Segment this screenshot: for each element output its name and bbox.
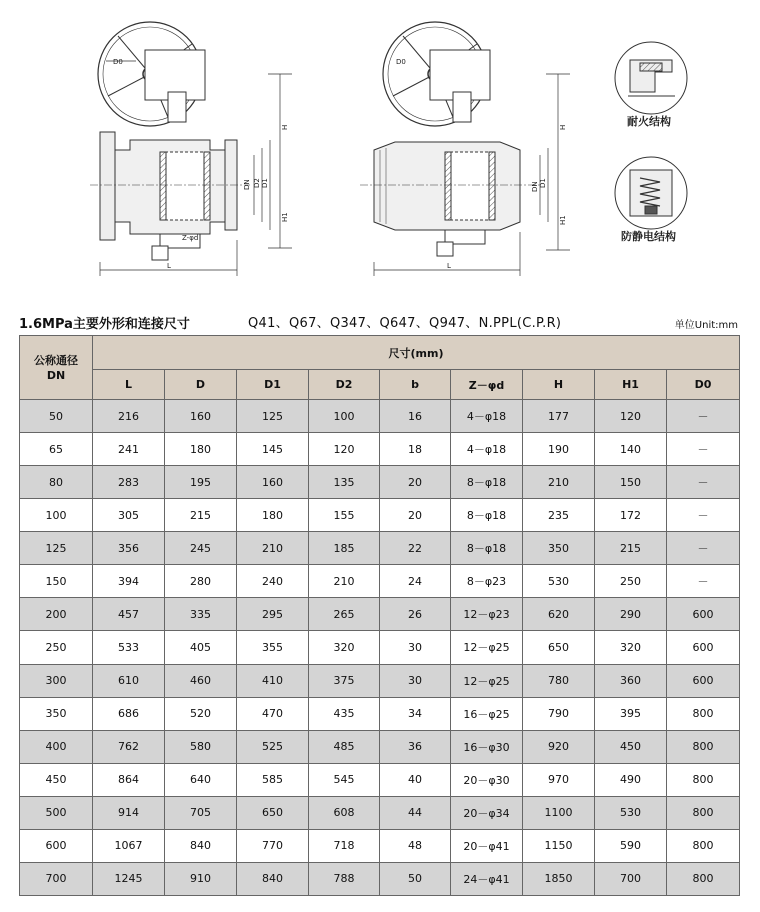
- table-cell: 686: [93, 697, 165, 730]
- table-cell: 250: [595, 565, 667, 598]
- table-row: [20, 565, 740, 598]
- table-cell: 215: [595, 532, 667, 565]
- table-cell: 26: [380, 598, 451, 631]
- table-cell: 8－φ23: [451, 565, 523, 598]
- table-cell: 600: [667, 664, 740, 697]
- table-cell: －: [667, 532, 740, 565]
- label-l: L: [167, 262, 171, 270]
- table-cell: 290: [595, 598, 667, 631]
- table-cell: 770: [237, 829, 309, 862]
- table-cell: 590: [595, 829, 667, 862]
- table-cell: 355: [237, 631, 309, 664]
- table-cell: 12－φ23: [451, 598, 523, 631]
- table-cell: 160: [237, 466, 309, 499]
- table-cell: 610: [93, 664, 165, 697]
- table-cell: 265: [309, 598, 380, 631]
- table-cell: 24: [380, 565, 451, 598]
- table-row: [20, 598, 740, 631]
- dn-header: [20, 336, 93, 400]
- label-h: H: [281, 124, 289, 130]
- table-cell: 585: [237, 763, 309, 796]
- table-cell: 1150: [523, 829, 595, 862]
- column-header: H1: [595, 370, 667, 400]
- table-cell: 435: [309, 697, 380, 730]
- table-cell: 160: [165, 400, 237, 433]
- table-cell: 20－φ34: [451, 796, 523, 829]
- table-cell: 36: [380, 730, 451, 763]
- dn-cell: 600: [20, 829, 93, 862]
- table-cell: 16－φ25: [451, 697, 523, 730]
- table-cell: 914: [93, 796, 165, 829]
- table-cell: 395: [595, 697, 667, 730]
- table-cell: 405: [165, 631, 237, 664]
- dn-cell: 80: [20, 466, 93, 499]
- label-dn-right: DN: [531, 181, 539, 192]
- dn-cell: 700: [20, 862, 93, 895]
- table-cell: 283: [93, 466, 165, 499]
- dn-cell: 450: [20, 763, 93, 796]
- table-cell: 320: [595, 631, 667, 664]
- table-cell: 100: [309, 400, 380, 433]
- table-cell: 640: [165, 763, 237, 796]
- label-l-right: L: [447, 262, 451, 270]
- table-cell: 8－φ18: [451, 466, 523, 499]
- column-header: D2: [309, 370, 380, 400]
- table-cell: 48: [380, 829, 451, 862]
- table-cell: 18: [380, 433, 451, 466]
- table-cell: 4－φ18: [451, 433, 523, 466]
- table-cell: 215: [165, 499, 237, 532]
- anti-static-detail: [615, 157, 687, 229]
- table-cell: 580: [165, 730, 237, 763]
- table-cell: 350: [523, 532, 595, 565]
- label-d0-right: D0: [396, 58, 406, 66]
- table-cell: 125: [237, 400, 309, 433]
- table-row: [20, 697, 740, 730]
- table-cell: 650: [237, 796, 309, 829]
- table-cell: 24－φ41: [451, 862, 523, 895]
- table-row: [20, 730, 740, 763]
- table-cell: 140: [595, 433, 667, 466]
- dn-cell: 250: [20, 631, 93, 664]
- model-list: Q41、Q67、Q347、Q647、Q947、N.PPL(C.P.R): [248, 316, 562, 331]
- label-h-right: H: [559, 124, 567, 130]
- table-cell: 800: [667, 763, 740, 796]
- table-row: [20, 532, 740, 565]
- table-cell: 520: [165, 697, 237, 730]
- table-cell: 145: [237, 433, 309, 466]
- label-h1: H1: [281, 212, 289, 222]
- dn-cell: 125: [20, 532, 93, 565]
- section-heading: 1.6MPa主要外形和连接尺寸: [19, 317, 190, 332]
- table-row: [20, 862, 740, 895]
- table-cell: 245: [165, 532, 237, 565]
- table-cell: 8－φ18: [451, 532, 523, 565]
- table-cell: 295: [237, 598, 309, 631]
- table-cell: 20: [380, 466, 451, 499]
- dimensions-group-header: 尺寸(mm): [93, 336, 740, 370]
- column-header: D0: [667, 370, 740, 400]
- table-cell: 600: [667, 631, 740, 664]
- dn-cell: 50: [20, 400, 93, 433]
- table-cell: 840: [237, 862, 309, 895]
- technical-drawings: [0, 0, 760, 290]
- label-d1-right: D1: [539, 178, 547, 188]
- table-cell: 790: [523, 697, 595, 730]
- table-cell: 1067: [93, 829, 165, 862]
- anti-static-caption: 防静电结构: [621, 230, 676, 243]
- table-cell: 910: [165, 862, 237, 895]
- table-cell: 180: [165, 433, 237, 466]
- table-cell: 800: [667, 730, 740, 763]
- table-row: [20, 400, 740, 433]
- table-row: [20, 499, 740, 532]
- table-cell: 185: [309, 532, 380, 565]
- table-row: [20, 631, 740, 664]
- dn-cell: 350: [20, 697, 93, 730]
- table-cell: 16－φ30: [451, 730, 523, 763]
- dn-cell: 300: [20, 664, 93, 697]
- table-cell: 320: [309, 631, 380, 664]
- table-cell: 20－φ41: [451, 829, 523, 862]
- table-cell: 216: [93, 400, 165, 433]
- table-cell: 375: [309, 664, 380, 697]
- table-cell: 4－φ18: [451, 400, 523, 433]
- fire-safe-detail: [615, 42, 687, 114]
- column-header: L: [93, 370, 165, 400]
- table-cell: 240: [237, 565, 309, 598]
- table-cell: 470: [237, 697, 309, 730]
- dn-cell: 500: [20, 796, 93, 829]
- table-cell: 864: [93, 763, 165, 796]
- table-cell: －: [667, 400, 740, 433]
- table-cell: 12－φ25: [451, 664, 523, 697]
- table-cell: 40: [380, 763, 451, 796]
- table-cell: 280: [165, 565, 237, 598]
- table-cell: 788: [309, 862, 380, 895]
- table-cell: 356: [93, 532, 165, 565]
- table-cell: 450: [595, 730, 667, 763]
- table-cell: 190: [523, 433, 595, 466]
- column-header: D1: [237, 370, 309, 400]
- table-cell: 530: [523, 565, 595, 598]
- column-header-row: [20, 370, 740, 400]
- column-header: D: [165, 370, 237, 400]
- table-cell: 241: [93, 433, 165, 466]
- table-row: [20, 664, 740, 697]
- table-cell: 177: [523, 400, 595, 433]
- table-cell: 460: [165, 664, 237, 697]
- table-cell: 1100: [523, 796, 595, 829]
- table-cell: 235: [523, 499, 595, 532]
- table-cell: 210: [237, 532, 309, 565]
- column-header: H: [523, 370, 595, 400]
- table-cell: 172: [595, 499, 667, 532]
- table-cell: 1850: [523, 862, 595, 895]
- label-d1: D1: [261, 178, 269, 188]
- table-cell: 705: [165, 796, 237, 829]
- dn-header-cn: 公称通径: [34, 353, 78, 367]
- table-cell: 30: [380, 664, 451, 697]
- table-cell: 800: [667, 829, 740, 862]
- table-cell: 135: [309, 466, 380, 499]
- table-cell: 150: [595, 466, 667, 499]
- table-cell: 335: [165, 598, 237, 631]
- table-cell: 50: [380, 862, 451, 895]
- table-cell: 840: [165, 829, 237, 862]
- label-dn: DN: [243, 179, 251, 190]
- table-cell: 16: [380, 400, 451, 433]
- table-row: [20, 433, 740, 466]
- table-cell: 718: [309, 829, 380, 862]
- label-zd: Z-φd: [182, 234, 199, 242]
- table-cell: 120: [595, 400, 667, 433]
- table-cell: 620: [523, 598, 595, 631]
- fire-safe-caption: 耐火结构: [627, 115, 671, 128]
- table-cell: 305: [93, 499, 165, 532]
- table-cell: 545: [309, 763, 380, 796]
- table-cell: 485: [309, 730, 380, 763]
- table-cell: 12－φ25: [451, 631, 523, 664]
- welded-valve-drawing: [360, 22, 570, 276]
- table-cell: 44: [380, 796, 451, 829]
- table-cell: 410: [237, 664, 309, 697]
- table-row: [20, 829, 740, 862]
- table-cell: 1245: [93, 862, 165, 895]
- table-cell: 490: [595, 763, 667, 796]
- table-cell: 800: [667, 796, 740, 829]
- table-cell: －: [667, 499, 740, 532]
- table-cell: 780: [523, 664, 595, 697]
- table-cell: －: [667, 433, 740, 466]
- table-cell: 20－φ30: [451, 763, 523, 796]
- table-cell: 800: [667, 697, 740, 730]
- table-cell: 608: [309, 796, 380, 829]
- label-d0: D0: [113, 58, 123, 66]
- table-cell: 700: [595, 862, 667, 895]
- dn-cell: 100: [20, 499, 93, 532]
- table-row: [20, 763, 740, 796]
- table-cell: 457: [93, 598, 165, 631]
- table-body: [20, 400, 740, 896]
- column-header: Z－φd: [451, 370, 523, 400]
- table-cell: 30: [380, 631, 451, 664]
- table-cell: 120: [309, 433, 380, 466]
- table-cell: 20: [380, 499, 451, 532]
- table-cell: 600: [667, 598, 740, 631]
- table-cell: 155: [309, 499, 380, 532]
- dn-cell: 65: [20, 433, 93, 466]
- label-d2: D2: [253, 178, 261, 188]
- column-header: b: [380, 370, 451, 400]
- table-cell: －: [667, 565, 740, 598]
- dn-cell: 150: [20, 565, 93, 598]
- table-cell: 195: [165, 466, 237, 499]
- table-cell: 360: [595, 664, 667, 697]
- table-cell: 533: [93, 631, 165, 664]
- table-cell: 650: [523, 631, 595, 664]
- table-row: [20, 796, 740, 829]
- table-cell: 210: [309, 565, 380, 598]
- valve-drawings-svg: [0, 0, 760, 290]
- table-cell: 210: [523, 466, 595, 499]
- dimension-table: [19, 335, 740, 896]
- dn-header-en: DN: [46, 368, 66, 382]
- table-cell: 762: [93, 730, 165, 763]
- dn-cell: 200: [20, 598, 93, 631]
- table-cell: 920: [523, 730, 595, 763]
- table-cell: 22: [380, 532, 451, 565]
- table-cell: 530: [595, 796, 667, 829]
- table-cell: 525: [237, 730, 309, 763]
- table-cell: －: [667, 466, 740, 499]
- unit-label: 单位Unit:mm: [674, 320, 738, 331]
- table-cell: 8－φ18: [451, 499, 523, 532]
- table-cell: 394: [93, 565, 165, 598]
- table-cell: 34: [380, 697, 451, 730]
- table-cell: 970: [523, 763, 595, 796]
- table-cell: 180: [237, 499, 309, 532]
- table-cell: 800: [667, 862, 740, 895]
- table-row: [20, 466, 740, 499]
- label-h1-right: H1: [559, 215, 567, 225]
- dn-cell: 400: [20, 730, 93, 763]
